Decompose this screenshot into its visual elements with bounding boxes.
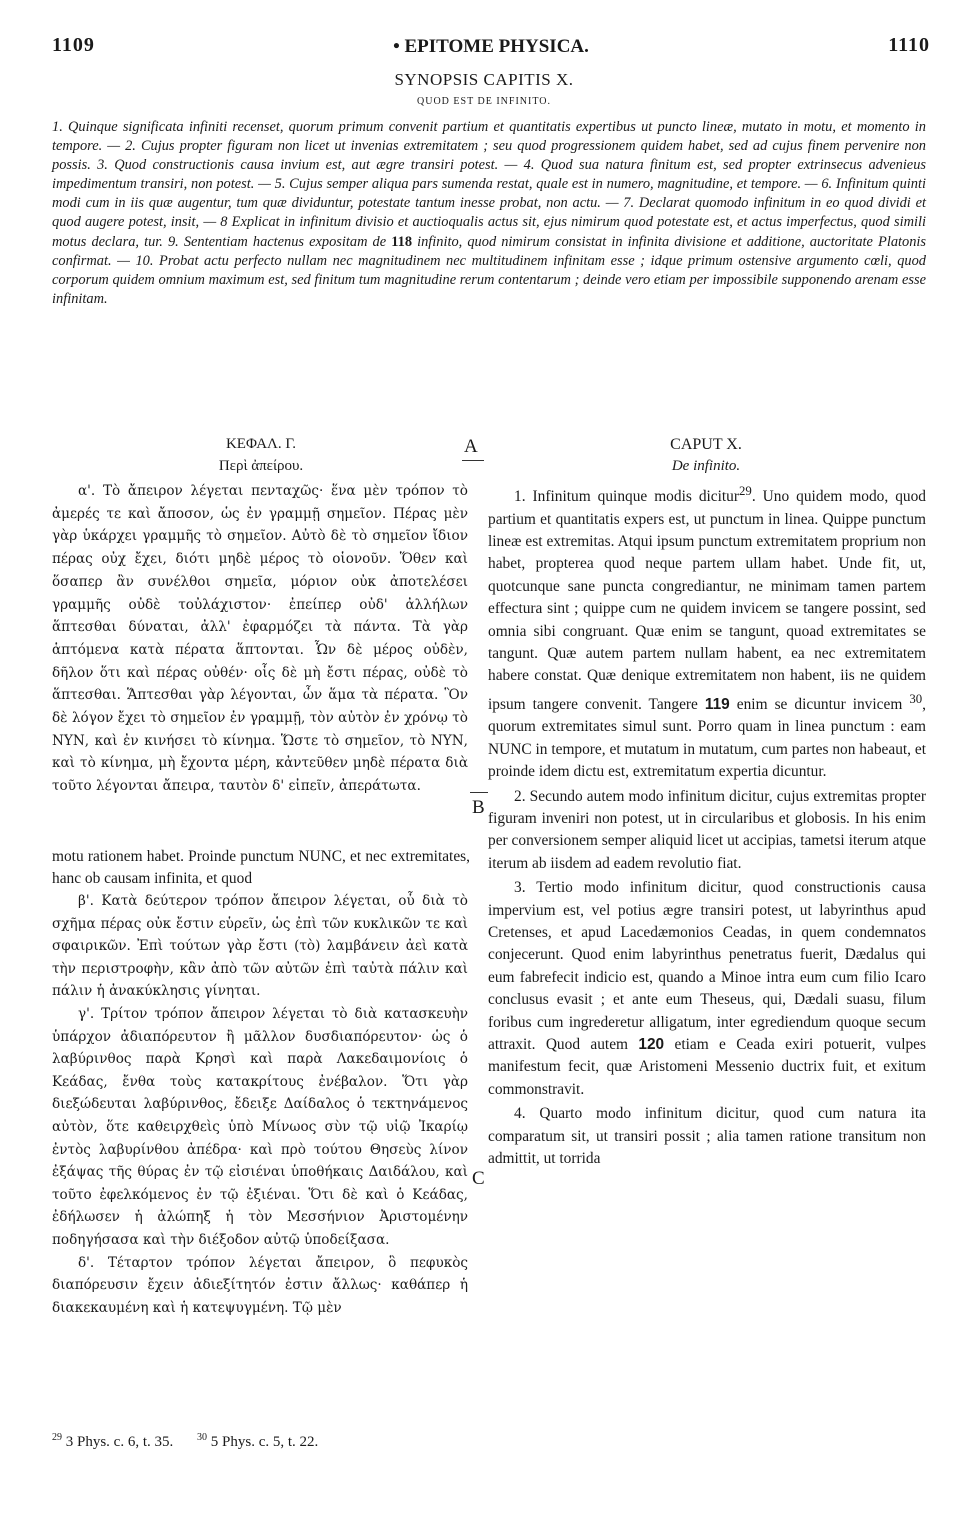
greek-paragraph-3: γ'. Τρίτον τρόπον ἄπειρον λέγεται τὸ διὰ κατασκευὴν ὑπάρχον ἀδιαπόρευτον ἢ μᾶλλον δυσδιαπόρευτον· ὡς ὁ λαβύρινθος παρὰ Κρησὶ καὶ παρὰ Λακεδαιμονίοις ὁ Κεάδας, ἔνθα τοὺς κατακρίτους ἐνέβαλον. Ὅτι γὰρ διεξώδευται λαβύρινθος, ἔδειξε Δαίδαλος ὁ τεκτηνάμενος αὐτὸν, ὅτε καθειρχθεὶς ὑπὸ Μίνωος σὺν τῷ υἱῷ Ἰκαρίῳ ἐντὸς λαβυρίνθου ἀπέδρα· καὶ πρὸ τούτου Θησεὺς λίνον ἐξάψας τῆς θύρας ἐν τῷ εἰσιέναι ὑποθήκαις Δαιδάλου, καὶ τοῦτο ἐφελκόμενος ἐν τῷ ἐξιέναι. Ὅτι δὲ καὶ ὁ Κεάδας, ἐδήλωσεν ἡ ἀλώπηξ ἡ τὸν Μεσσήνιον Ἀριστομένην ποδηγήσασα καὶ τὴν διέξοδον αὐτῷ ὑποδείξασα. bbox=[52, 1005, 468, 1248]
latin-p1-a: 1. Infinitum quinque modis dicitur bbox=[514, 488, 740, 506]
footnote-30-text: 5 Phys. c. 5, t. 22. bbox=[210, 1434, 319, 1450]
column-number-120: 120 bbox=[638, 1036, 665, 1053]
greek-paragraph-1: α'. Τὸ ἄπειρον λέγεται πενταχῶς· ἕνα μὲν τρόπον τὸ ἀμερές τε καὶ ἄποσον, ὡς ἐν γραμμῇ σημεῖον. Πέρας μὲν γὰρ ὑκάρχει γραμμῆς τὸ σημεῖον. Αὐτὸ δὲ τὸ σημεῖον ἴδιον πέρας οὐχ ἔχει, διότι μηδὲ μέρος τὸ οἱονοῦν. Ὅθεν καὶ ὅσαπερ ἂν συνέλθοι σημεῖα, μόριον οὐκ ἀποτελέσει γραμμῆς οὐδὲ τοὐλάχιστον· ἐπείπερ οὐδ' ἀλλήλων ἅπτεσθαι δύναται, ἀλλ' ἐφαρμόζει τὰ πάντα. Τὰ γὰρ ἁπτόμενα κατὰ πέρατα ἅπτονται. Ὧν δὲ μέρος οὐδὲν, δῆλον ὅτι καὶ πέρας οὐθέν· οἷς δὲ μὴ ἔστι πέρας, οὐδὲ τὸ ἅπτεσθαι. Ἅπτεσθαι γὰρ λέγονται, ὧν ἅμα τὰ πέρατα. Ὃν δὲ λόγον ἔχει τὸ σημεῖον ἐν γραμμῇ, τὸν αὐτὸν ἐν χρόνῳ τὸ ΝΥΝ, καὶ ἐν κινήσει τὸ κίνημα. Ὥστε τὸ σημεῖον, τὸ ΝΥΝ, καὶ τὸ κίνημα, μὴ ἔχοντα μέρη, κἀντεῦθεν μηδὲ πέρατα διὰ τοῦτο λέγονται ἄπειρα, ταυτὸν δ' εἰπεῖν, ἀπεράτωτα. bbox=[52, 483, 468, 795]
latin-p1-c: enim se dicuntur invicem bbox=[736, 695, 903, 713]
margin-marker-b: B bbox=[472, 797, 485, 818]
synopsis-bold-number: 118 bbox=[391, 233, 413, 250]
latin-p3-a: 3. Tertio modo infinitum dicitur, quod constructionis causa impervium est, vel potius ægre transiri potest, ut labyrinthus apud Cretenses, et apud Lacedæmonios Ceadas, in quem condemnatos conjecerunt. Quod enim labyrinthus penetratus fuerit, Dædalus qui eum fabrefecit indicio est, quando a Minoe intra eum cum filio Icaro conclusus evasit ; et ante eum Theseus, qui, Dædali suasu, filum foribus cum ingrederetur alligatum, inter egrediendum quoque secum attraxit. Quod autem bbox=[488, 879, 926, 1053]
greek-chapter-subheading: Περὶ ἀπείρου. bbox=[218, 458, 304, 474]
footnote-ref-29: 29 bbox=[739, 484, 752, 498]
footnote-30 bbox=[197, 1434, 318, 1450]
margin-marker-c: C bbox=[472, 1168, 485, 1189]
latin-p3-b: etiam e Ceada exiri potuerit, vulpes manifestum fecit, quæ Aristomeni Messenio ductrix fuit, et exitum commonstravit. bbox=[488, 1036, 926, 1098]
latin-paragraph-2: 2. Secundo autem modo infinitum dicitur, cujus extremitas propter figuram inveniri non potest, ut in circularibus et globosis. In his enim per conversionem semper aliquid licet ut accipias, tametsi iterum atque iterum ab iisdem ad eadem revolutio fiat. bbox=[488, 787, 926, 872]
latin-paragraph-1 bbox=[488, 480, 926, 784]
greek-paragraph-2: β'. Κατὰ δεύτερον τρόπον ἄπειρον λέγεται, οὗ διὰ τὸ σχῆμα πέρας οὐκ ἔστιν εὑρεῖν, ὡς ἐπὶ τῶν κυκλικῶν τε καὶ σφαιρικῶν. Ἐπὶ τούτων γὰρ ἔστι (τὸ) λαμβάνειν ἀεὶ κατὰ τὴν περιστροφὴν, κἂν ἀπὸ τῶν αὐτῶν ἐπὶ ταὐτὰ πάλιν καὶ πάλιν ἡ ἀνακύκλησις γίνηται. bbox=[52, 893, 468, 1000]
footnote-29-number: 29 bbox=[52, 1432, 62, 1443]
greek-chapter-heading: ΚΕΦΑΛ. Γ. bbox=[225, 436, 297, 452]
latin-chapter-subheading: De infinito. bbox=[671, 458, 741, 474]
latin-p1-b: . Uno quidem modo, quod partium et quantitatis expers est, ut punctum in linea. Quippe punctum lineæ est extremitas. Atqui ipsum punctum extremitatem proprium non habet, propterea quod neque partem ullam habet. Unde fit, ut, quotcunque sane puncta congrediantur, ne minimam tamen partem effectura sint ; quippe cum ne quidem invicem se tangere possint, sed omnia sibi congruant. Quæ enim se tangunt, quoad extremitates se tangunt. Quæ autem partem nullam habent, ea nec extremitatem habere constat. Quæ denique extremitatem non habent, iis ne quidem ipsum tangere convenit. Tangere bbox=[488, 488, 926, 713]
marker-rule-a bbox=[462, 460, 484, 461]
latin-chapter-heading: CAPUT X. bbox=[670, 436, 742, 453]
latin-insert-text: motu rationem habet. Proinde punctum NUNC, et nec extremitates, hanc ob causam infinita, et quod bbox=[52, 848, 470, 887]
footnote-29 bbox=[52, 1434, 173, 1450]
latin-column bbox=[488, 480, 926, 1170]
greek-column-top bbox=[52, 480, 468, 798]
margin-marker-a: A bbox=[464, 436, 478, 457]
greek-column-latin-insert bbox=[52, 846, 470, 890]
synopsis-text-part-1: 1. Quinque significata infiniti recenset, quorum primum convenit partium et quantitatis expertibus ut puncto lineæ, mutato in motu, et momento in tempore. — 2. Cujus propter figuram non licet ut invenias extremitatem ; seu quod progressionem quidem habet, sed ad cujus finem pervenire non possis. 3. Quod constructionis causa invium est, aut ægre transiri potest. — 4. Quod sua natura finitum est, sed propter extrinsecus advenieus impedimentum transiri, non potest. — 5. Cujus semper aliqua pars sumenda restat, quale est in numero, magnitudine, et tempore. — 6. Infinitum quinti modi cum in iis quæ augentur, tum quæ dividuntur, potestate tantum inesse probat, non actu. — 7. Declarat quomodo infinitum in eo quod dividi et quod augere potest, insit, — 8 Explicat in infinitum divisio et auctioqualis actus sit, ejus nimirum quod potestate est, et actus imperfectus, quod simili motus declara, tur. 9. Sententiam hactenus expositam de bbox=[52, 119, 926, 250]
page-number-right: 1110 bbox=[888, 34, 930, 56]
running-title: • EPITOME PHYSICA. bbox=[393, 36, 589, 57]
footnotes bbox=[52, 1432, 470, 1451]
running-head bbox=[52, 34, 930, 64]
page-number-left: 1109 bbox=[52, 34, 95, 56]
footnote-29-text: 3 Phys. c. 6, t. 35. bbox=[65, 1434, 174, 1450]
synopsis-title: SYNOPSIS CAPITIS X. bbox=[394, 70, 574, 89]
synopsis-text bbox=[52, 118, 926, 309]
greek-column-bottom bbox=[52, 890, 468, 1319]
greek-paragraph-4: δ'. Τέταρτον τρόπον λέγεται ἄπειρον, ὃ πεφυκὸς διαπόρευσιν ἔχειν ἀδιεξίτητόν ἐστιν ἄλλως· καθάπερ ἡ διακεκαυμένη καὶ ἡ κατεψυγμένη. Τῷ μὲν bbox=[52, 1254, 468, 1316]
marker-rule-b bbox=[470, 792, 488, 793]
synopsis-text-part-2: infinito, quod nimirum consistat in infinita divisione et additione, auctoritate Platonis confirmat. — 10. Probat actu perfecto nullam nec magnitudinem nec multitudinem infinitam esse ; idque primum ostensive argumento cœli, quod corporum quidem omnium maximum est, sed finitum tum magnitudine rerum contentarum ; deinde vero etiam per impossibile supponendo arenam esse infinitam. bbox=[52, 233, 926, 307]
latin-p1-d: , quorum extremitates simul sunt. Porro quam in linea punctum : eam NUNC in tempore, et mutatum in mutatum, cum partes non habeaut, et proinde idem dictu est, extremitatum expertia dicuntur. bbox=[488, 695, 927, 781]
latin-paragraph-4: 4. Quarto modo infinitum dicitur, quod cum natura ita comparatum sit, ut transiri possit ; alia tamen ratione transitum non admittit, ut torrida bbox=[488, 1105, 926, 1168]
footnote-ref-30: 30 bbox=[909, 691, 923, 706]
column-number-119: 119 bbox=[704, 695, 730, 713]
latin-paragraph-3 bbox=[488, 877, 926, 1101]
synopsis-subtitle: QUOD EST DE INFINITO. bbox=[417, 96, 551, 107]
footnote-30-number: 30 bbox=[197, 1432, 208, 1443]
